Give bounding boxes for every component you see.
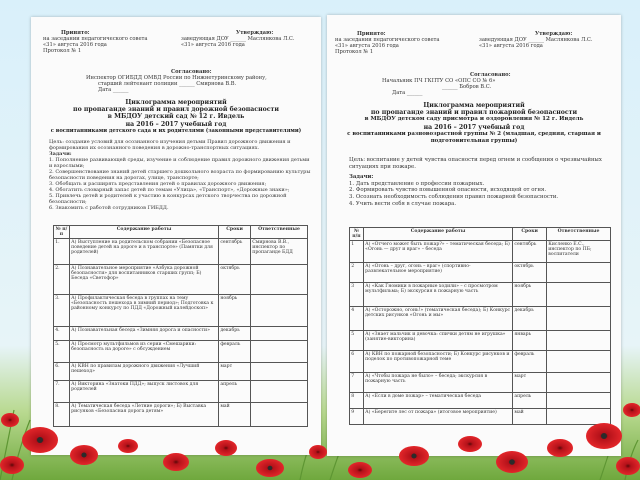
right-agreed-block: Согласовано: Начальник ПЧ ГКПТУ СО «ОПС СО № 6» ______ Бобров В.С. Дата ______ [382, 72, 511, 96]
table-header-cell: Сроки [513, 228, 547, 241]
left-goal: Цель: создание условий для осознанного изучения детьми Правил дорожного движения и формирования их осознанного поведения в дорожно-транспортных ситуациях. Задачи: 1. Пополнение развивающей среды, изучение и соблюдение правил дорожного движения детьми и взрослыми; 2. Совершенствование знаний детей старшего дошкольного возраста по формированию культуры безопасности поведения на дорогах, улице, транспорте; 3. Обобщать и расширять представления детей о правилах дорожного движения; 4. Обогатить словарный запас детей по темам «Улица», «Транспорт», «Дорожные знаки»; 5. Привлечь детей и родителей к участию в конкурсах детского творчества по дорожной безопасности; 6. Знакомить с работой сотрудников ГИБДД. [49, 139, 311, 211]
table-row: 2. А) Познавательное мероприятие «Азбука дорожной безопасности» для воспитанников старших групп; Б) Беседа «Светофор» октябрь [54, 265, 308, 295]
table-row: 3. А) Профилактическая беседа в группах на тему «Безопасность пешехода в зимний период»; Подготовка к районному конкурсу по ПДД «Дорожный калейдоскоп» ноябрь [54, 295, 308, 327]
right-title: Циклограмма мероприятий по пропаганде знаний и правил пожарной безопасности в МБДОУ детском саду присмотра и оздоровления № 12 г. Ивдель на 2016 – 2017 учебный год с воспитанниками разновозрастной группы № 2 (младшая, средняя, старшая и подготовительная группы) [347, 102, 601, 145]
table-row: 1. А) Выступление на родительском собрании «Безопасное поведение детей на дороге и в транспорте» (Памятки для родителей) сентябрь Смирнова В.В., инспектор по пропаганде БДД [54, 239, 308, 265]
table-header-cell: Содержание работы [69, 226, 218, 239]
left-agreed-block: Согласовано: Инспектор ОГИБДД ОМВД России по Нижнетуринскому району, старший лейтенант полиции ______ Смирнова В.В. Дата ______ [86, 69, 267, 93]
right-goal: Цель: воспитание у детей чувства опасности перед огнем и сообщения о чрезвычайных ситуациях при пожаре. Задачи: 1. Дать представление о профессии пожарных. 2. Формировать чувство повышенной опасности, исходящей от огня. 3. Осознать необходимость соблюдения правил пожарной безопасности. 4. Учить вести себя в случае пожара. [349, 157, 602, 207]
table-row: 6 А) КВН по пожарной безопасности; Б) Конкурс рисунков и поделок по противопожарной теме февраль [350, 351, 611, 373]
table-row: 6. А) КВН по правилам дорожного движения «Лучший пешеход» март [54, 363, 308, 381]
left-title: Циклограмма мероприятий по пропаганде знаний и правил дорожной безопасности в МБДОУ детский сад № 12 г. Ивдель на 2016 – 2017 учебный год с воспитанниками детского сада и их родителями (законными представителями) [50, 99, 302, 134]
table-header-cell: № п/п [350, 228, 364, 241]
table-row: 3 А) «Как Гномики в пожарные ходили» – с просмотром мультфильма; Б) экскурсия в пожарную часть ноябрь [350, 283, 611, 307]
table-row: 5. А) Просмотр мультфильмов из серии «Смешарики: безопасность на дороге» с обсуждением февраль [54, 341, 308, 363]
poppy-flower-icon [0, 403, 640, 478]
table-row: 4 А) «Осторожно, огонь!» (тематическая беседа); Б) Конкурс детских рисунков «Огонь и мы» декабрь [350, 307, 611, 331]
table-row: 7 А) «Чтобы пожара не было» – беседа; экскурсия в пожарную часть март [350, 373, 611, 393]
table-header-cell: № п/п [54, 226, 70, 239]
table-header-cell: Сроки [219, 226, 251, 239]
table-header-cell: Содержание работы [363, 228, 512, 241]
table-row: 4. А) Познавательная беседа «Зимняя дорога и опасности» декабрь [54, 327, 308, 341]
right-approve-left: Принято: на заседании педагогического совета «31» августа 2016 года Протокол № 1 [335, 31, 440, 55]
table-row: 8 А) «Если в доме пожар» – тематическая беседа апрель [350, 393, 611, 409]
table-row: 2 А) «Огонь – друг, огонь – враг» (спортивно-развлекательное мероприятие) октябрь [350, 263, 611, 283]
left-approve-left: Принято: на заседании педагогического совета «31» августа 2016 года Протокол № 1 [43, 30, 148, 54]
table-row: 9 А) «Берегите лес от пожара» (итоговое мероприятие) май [350, 409, 611, 425]
table-header-cell: Ответственные [251, 226, 308, 239]
table-row: 7. А) Викторина «Знатоки ПДД»; выпуск листовок для родителей апрель [54, 381, 308, 403]
left-approve-right: Утверждаю: заведующая ДОУ ______ Маслянкова Л.С. «31» августа 2016 года [181, 30, 295, 48]
table-header-cell: Ответственные [547, 228, 611, 241]
right-approve-right: Утверждаю: заведующая ДОУ ______ Маслянкова Л.С. «31» августа 2016 года [479, 31, 593, 49]
table-row: 5 А) «Знает мальчик и девочка: спички детям не игрушка» (занятие-викторина) январь [350, 331, 611, 351]
table-row: 1 А) «Отчего может быть пожар?» – тематическая беседа; Б) «Огонь — друг и враг» – беседа сентябрь Кисленко Е.С., инспектор по ПБ; воспитатели [350, 241, 611, 263]
table-row: 8. А) Тематическая беседа «Летние дороги»; Б) Выставка рисунков «Безопасная дорога детям» май [54, 403, 308, 427]
